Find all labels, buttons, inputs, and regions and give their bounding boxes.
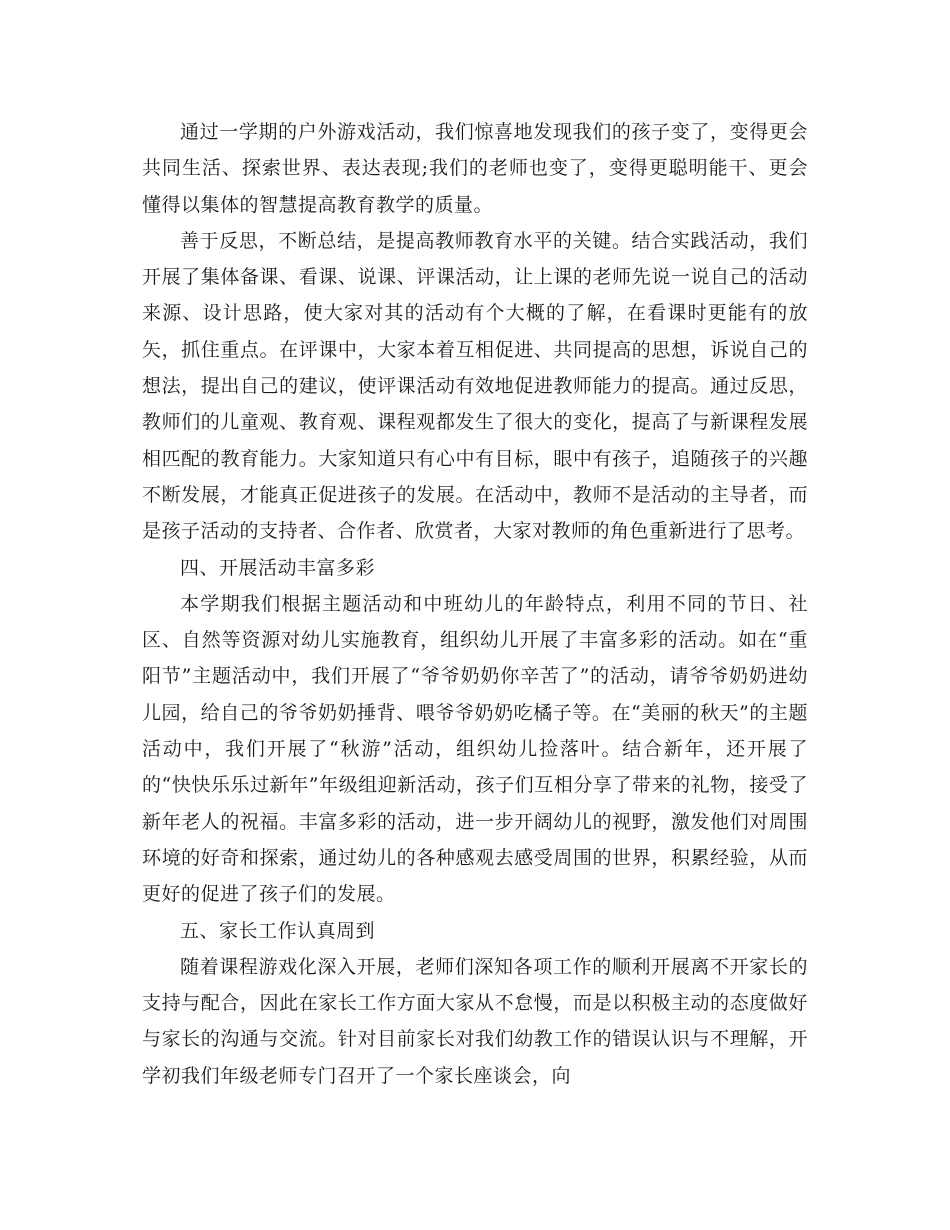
paragraph-parents: 随着课程游戏化深入开展，老师们深知各项工作的顺利开展离不开家长的支持与配合，因此在家长工作方面大家从不怠慢，而是以积极主动的态度做好与家长的沟通与交流。针对目前家长对我们幼教工作的错误认识与不理解，开学初我们年级老师专门召开了一个家长座谈会，向 — [142, 955, 808, 1087]
paragraph-reflection: 善于反思，不断总结，是提高教师教育水平的关键。结合实践活动，我们开展了集体备课、看课、说课、评课活动，让上课的老师先说一说自己的活动来源、设计思路，使大家对其的活动有个大概的了解，在看课时更能有的放矢，抓住重点。在评课中，大家本着互相促进、共同提高的思想，诉说自己的想法，提出自己的建议，使评课活动有效地促进教师能力的提高。通过反思，教师们的儿童观、教育观、课程观都发生了很大的变化，提高了与新课程发展相匹配的教育能力。大家知道只有心中有目标，眼中有孩子，追随孩子的兴趣不断发展，才能真正促进孩子的发展。在活动中，教师不是活动的主导者，而是孩子活动的支持者、合作者、欣赏者，大家对教师的角色重新进行了思考。 — [142, 229, 808, 543]
document-body — [142, 114, 808, 1094]
section-heading-activities: 四、开展活动丰富多彩 — [180, 556, 376, 579]
section-heading-parents: 五、家长工作认真周到 — [180, 919, 376, 942]
paragraph-outdoor-games: 通过一学期的户外游戏活动，我们惊喜地发现我们的孩子变了，变得更会共同生活、探索世界、表达表现;我们的老师也变了，变得更聪明能干、更会懂得以集体的智慧提高教育教学的质量。 — [142, 121, 808, 216]
paragraph-activities: 本学期我们根据主题活动和中班幼儿的年龄特点，利用不同的节日、社区、自然等资源对幼儿实施教育，组织幼儿开展了丰富多彩的活动。如在“重阳节”主题活动中，我们开展了“爷爷奶奶你辛苦了”的活动，请爷爷奶奶进幼儿园，给自己的爷爷奶奶捶背、喂爷爷奶奶吃橘子等。在“美丽的秋天”的主题活动中，我们开展了“秋游”活动，组织幼儿捡落叶。结合新年，还开展了的“快快乐乐过新年”年级组迎新活动，孩子们互相分享了带来的礼物，接受了新年老人的祝福。丰富多彩的活动，进一步开阔幼儿的视野，激发他们对周围环境的好奇和探索，通过幼儿的各种感观去感受周围的世界，积累经验，从而更好的促进了孩子们的发展。 — [142, 592, 808, 906]
